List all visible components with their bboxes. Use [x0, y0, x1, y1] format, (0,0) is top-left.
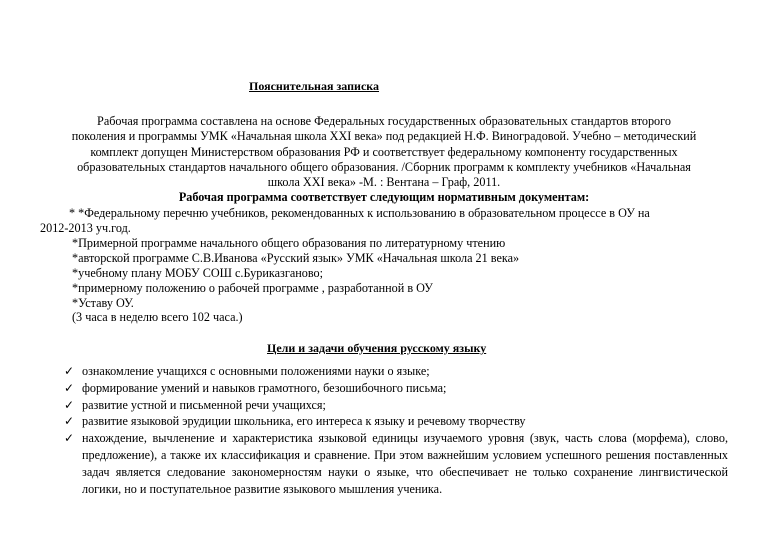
document-item: (3 часа в неделю всего 102 часа.) — [72, 310, 243, 324]
document-item: *примерному положению о рабочей программе , разработанной в ОУ — [72, 281, 433, 295]
documents-heading: Рабочая программа соответствует следующим нормативным документам: — [178, 190, 590, 205]
document-item: *Примерной программе начального общего образования по литературному чтению — [72, 236, 506, 250]
intro-line: поколения и программы УМК «Начальная школа XXI века» под редакцией Н.Ф. Виноградовой. Учебно – методический — [71, 129, 697, 144]
document-item: *учебному плану МОБУ СОШ с.Буриказганово; — [72, 266, 323, 280]
goal-text: ознакомление учащихся с основными положениями науки о языке; — [82, 364, 430, 378]
goals-heading: Цели и задачи обучения русскому языку — [267, 341, 487, 355]
goals-list — [64, 363, 728, 497]
intro-paragraph — [40, 114, 728, 206]
check-icon: ✓ — [64, 397, 75, 412]
intro-line: Рабочая программа составлена на основе Федеральных государственных образовательных стандартов второго — [97, 114, 671, 128]
document-item: *авторской программе С.В.Иванова «Русский язык» УМК «Начальная школа 21 века» — [72, 251, 520, 265]
list-item — [64, 413, 728, 430]
goal-text: формирование умений и навыков грамотного, безошибочного письма; — [82, 380, 447, 395]
intro-line: школа XXI века» -М. : Вентана – Граф, 2011. — [267, 175, 501, 190]
page-title: Пояснительная записка — [249, 79, 380, 93]
goal-text: развитие устной и письменной речи учащихся; — [82, 397, 326, 412]
list-item — [64, 363, 728, 380]
intro-line: образовательных стандартов начального общего образования. /Сборник программ к комплекту учебников «Начальная — [77, 159, 691, 174]
list-item — [64, 397, 728, 414]
goal-text: развитие языковой эрудиции школьника, его интереса к языку и речевому творчеству — [82, 414, 526, 429]
document-item: * *Федеральному перечню учебников, рекомендованных к использованию в образовательном процессе в ОУ на — [69, 206, 650, 220]
goal-text: нахождение, вычленение и характеристика языковой единицы изучаемого уровня (звук, часть слова (морфема), слово, предложение), а также их классификация и сравнение. При этом важнейшим условием успешного решения поставленных задач является следование закономерностям науки о языке, что обеспечивает не только сохранение лингвистической логики, но и поступательное развитие языкового мышления ученика. — [82, 431, 728, 496]
document-item: *Уставу ОУ. — [72, 296, 134, 310]
list-item — [64, 430, 728, 497]
check-icon: ✓ — [64, 380, 75, 395]
intro-line: комплект допущен Министерством образования РФ и соответствует федеральному компоненту государственных — [90, 144, 678, 159]
document-item: 2012-2013 уч.год. — [40, 221, 131, 235]
check-icon: ✓ — [64, 364, 75, 378]
check-icon: ✓ — [64, 431, 75, 446]
check-icon: ✓ — [64, 414, 75, 429]
list-item — [64, 380, 728, 397]
